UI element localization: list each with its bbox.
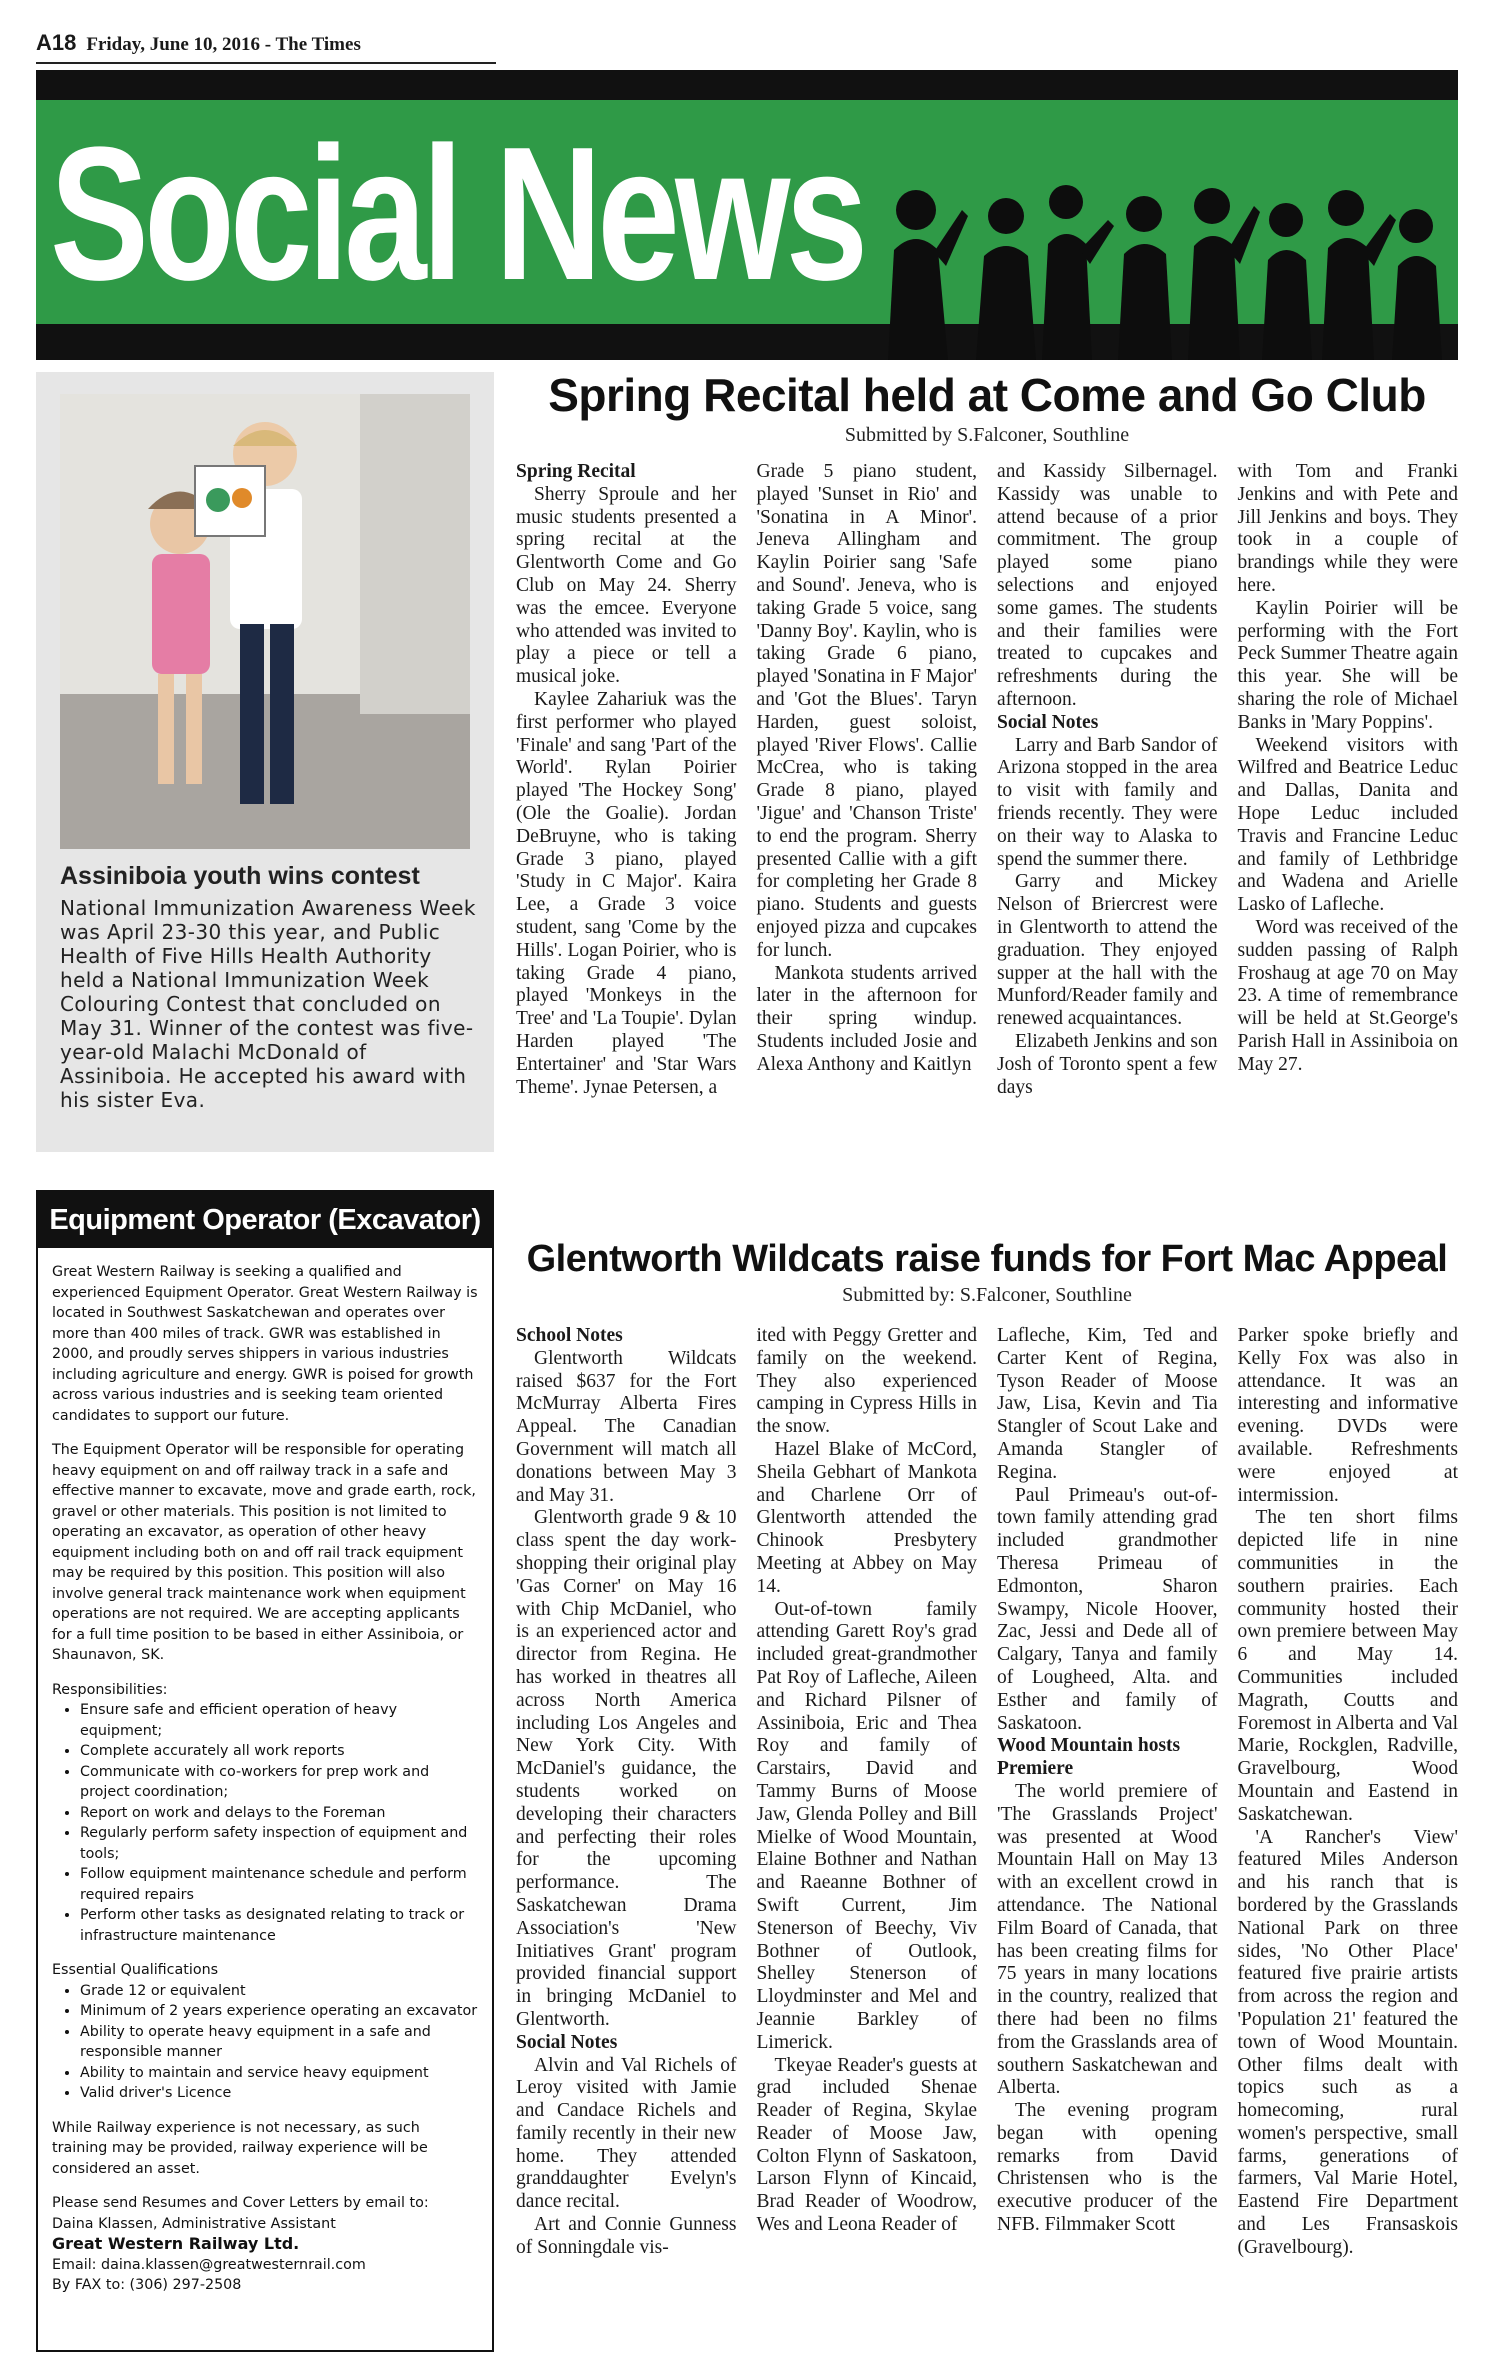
paragraph: The evening program began with opening remarks from David Christensen who is the executive producer of the NFB. Filmmaker Scott [997,2100,1218,2236]
photo-story-box [36,372,494,1152]
qualifications-list [52,1981,478,2104]
paragraph: Word was received of the sudden passing of Ralph Froshaug at age 70 on May 23. A time of remembrance will be held at St.George's Parish Hall in Assiniboia on May 27. [1237,916,1458,1075]
photo-story-body: National Immunization Awareness Week was April 23-30 this year, and Public Health of Five Hills Health Authority held a National Immunization Week Colouring Contest that concluded on May 31. Winner of the contest was five-year-old Malachi McDonald of Assiniboia. He accepted his award with his sister Eva. [60,896,476,1112]
list-item: • Minimum of 2 years experience operating an excavator [80,2001,478,2022]
article-column [1238,1325,1459,2260]
section-banner [36,70,1458,360]
list-item: • Grade 12 or equivalent [80,1981,478,2002]
paragraph: ited with Peggy Gretter and family on the weekend. They also experienced camping in Cypress Hills in the snow. [756,1325,977,1438]
paragraph: Out-of-town family attending Garett Roy's grad included great-grandmother Pat Roy of Lafleche, Aileen and Richard Pilsner of Assiniboia, Eric and Thea Roy and family of Carstairs, David and Tammy Burns of Moose Jaw, Glenda Polley and Bill Mielke of Wood Mountain, Elaine Bothner and Nathan and Raeanne Bothner of Swift Current, Jim Stenerson of Beechy, Viv Bothner of Outlook, Shelley Stenerson of Lloydminster and Mel and Jeannie Barkley of Limerick. [756,1598,977,2053]
list-item: • Follow equipment maintenance schedule and perform required repairs [80,1864,478,1905]
paragraph: Art and Connie Gunness of Sonningdale vis- [516,2214,737,2258]
paragraph: Kaylee Zahariuk was the first performer who played 'Finale' and sang 'Part of the World'. Rylan Poirier played 'The Hockey Song' (Ole the Goalie). Jordan DeBruyne, who is taking Grade 3 piano, played 'Study in C Major'. Kaira Lee, a Grade 3 voice student, sang 'Come by the Hills'. Logan Poirier, who is taking Grade 4 piano, played 'Monkeys in the Tree' and 'La Toupie'. Dylan Harden played 'The Entertainer' and 'Star Wars Theme'. Jynae Petersen, a [516,688,737,1098]
article-wildcats-fundraiser [516,1236,1458,2260]
list-item: • Complete accurately all work reports [80,1741,478,1762]
paragraph: Sherry Sproule and her music students presented a spring recital at the Glentworth Come and Go Club on May 24. Sherry was the emcee. Everyone who attended was invited to play a piece or tell a musical joke. [516,483,737,688]
article-column [757,461,978,1099]
ad-send-instructions: Please send Resumes and Cover Letters by email to: [52,2195,429,2211]
paragraph: with Tom and Franki Jenkins and with Pete and Jill Jenkins and boys. They took in a couple of brandings while they were here. [1237,461,1458,596]
ad-training-note: While Railway experience is not necessary, as such training may be provided, railway experience will be considered an asset. [52,2119,428,2177]
article-headline: Spring Recital held at Come and Go Club [548,369,1426,421]
paragraph: Grade 5 piano student, played 'Sunset in Rio' and 'Sonatina in A Minor'. Jeneva Allingham and Kaylin Poirier sang 'Safe and Sound'. Jeneva, who is taking Grade 5 voice, sang 'Danny Boy'. Kaylin, who is taking Grade 6 piano, played 'Sonatina in F Major' and 'Got the Blues'. Taryn Harden, guest soloist, played 'River Flows'. Callie McCrea, who is taking Grade 8 piano, played 'Jigue' and 'Chanson Triste' to end the program. Sherry presented Callie with a gift for completing her Grade 8 piano. Students and guests enjoyed pizza and cupcakes for lunch. [756,461,977,961]
paragraph: 'A Rancher's View' featured Miles Anderson and his ranch that is bordered by the Grasslands National Park on three sides, 'No Other Place' featured five prairie artists from across the region and 'Population 21' featured the town of Wood Mountain. Other films dealt with topics such as a homecoming, rural women's perspective, small farms, generations of farmers, Val Marie Hotel, Eastend Fire Department and Les Fransaskois (Gravelbourg). [1237,1826,1458,2258]
paragraph: Weekend visitors with Wilfred and Beatrice Leduc and Dallas, Danita and Hope Leduc included Travis and Francine Leduc and family of Lethbridge and Wadena and Arielle Lasko of Lafleche. [1237,734,1458,916]
article-column [516,461,737,1099]
ad-fax: By FAX to: (306) 297-2508 [52,2277,242,2293]
ad-duties: The Equipment Operator will be responsible for operating heavy equipment on and off railway track in a safe and effective manner to excavate, move and grade earth, rock, gravel or other materials. This position is not limited to operating an excavator, as operation of other heavy equipment including both on and off rail track equipment may be required by this position. This position will also involve general track maintenance work when equipment operations are not required. We are accepting applicants for a full time position to be based in either Assiniboia, or Shaunavon, SK. [52,1442,476,1663]
subhead: Spring Recital [516,461,636,482]
ad-company-name: Great Western Railway Ltd. [52,2234,300,2253]
article-columns [516,461,1458,1099]
subhead: School Notes [516,1325,623,1346]
list-item: • Regularly perform safety inspection of equipment and tools; [80,1823,478,1864]
paragraph: Alvin and Val Richels of Leroy visited with Jamie and Candace Richels and family recently in their new home. They attended granddaughter Evelyn's dance recital. [516,2054,737,2213]
list-item: • Ensure safe and efficient operation of heavy equipment; [80,1700,478,1741]
paragraph: Mankota students arrived later in the afternoon for their spring windup. Students included Josie and Alexa Anthony and Kaitlyn [756,962,977,1075]
section-title: Social News [50,108,864,320]
article-column [997,461,1218,1099]
list-item: • Communicate with co-workers for prep work and project coordination; [80,1762,478,1803]
ad-contact-name: Daina Klassen, Administrative Assistant [52,2215,336,2232]
paragraph: Glentworth Wildcats raised $637 for the Fort McMurray Alberta Fires Appeal. The Canadian Government will match all donations between May 3 and May 31. [516,1347,737,1506]
paragraph: Tkeyae Reader's guests at grad included Shenae Reader of Regina, Skylae Reader of Moose Jaw, Colton Flynn of Saskatoon, Larson Flynn of Kincaid, Brad Reader of Woodrow, Wes and Leona Reader of [756,2054,977,2236]
article-spring-recital [516,368,1458,1099]
page-number: A18 [36,30,77,55]
article-byline: Submitted by S.Falconer, Southline [844,424,1130,446]
silhouettes-illustration [876,180,1456,360]
qualifications-label: Essential Qualifications [52,1962,219,1978]
article-columns [516,1325,1458,2260]
paragraph: Kaylin Poirier will be performing with the Fort Peck Summer Theatre again this year. She will be sharing the role of Michael Banks in 'Mary Poppins'. [1237,597,1458,733]
list-item: • Report on work and delays to the Foreman [80,1803,478,1824]
paragraph: The ten short films depicted life in nine communities in the southern prairies. Each community hosted their own premiere between May 6 and May 14. Communities included Magrath, Coutts and Foremost in Alberta and Val Marie, Rockglen, Radville, Gravelbourg, Wood Mountain and Eastend in Saskatchewan. [1237,1507,1458,1825]
responsibilities-list [52,1700,478,1946]
subhead: Wood Mountain hosts Premiere [997,1735,1181,1780]
list-item: • Ability to maintain and service heavy equipment [80,2063,478,2084]
contest-winner-photo [60,394,470,849]
article-column [516,1325,737,2260]
article-column [1238,461,1459,1099]
paragraph: Larry and Barb Sandor of Arizona stopped in the area to visit with family and friends recently. They were on their way to Alaska to spend the summer there. [997,734,1218,870]
paragraph: Garry and Mickey Nelson of Briercrest were in Glentworth to attend the graduation. They enjoyed supper at the hall with the Munford/Reader family and renewed acquaintances. [997,871,1218,1030]
article-headline: Glentworth Wildcats raise funds for Fort Mac Appeal [526,1238,1448,1280]
folio [36,30,496,64]
list-item: • Perform other tasks as designated relating to track or infrastructure maintenance [80,1905,478,1946]
ad-intro: Great Western Railway is seeking a qualified and experienced Equipment Operator. Great Western Railway is located in Southwest Saskatchewan and operates over more than 400 miles of track. GWR was established in 2000, and proudly serves shippers in various industries including agriculture and energy. GWR is poised for growth across various industries and is seeking team oriented candidates to support our future. [52,1264,478,1424]
responsibilities-label: Responsibilities: [52,1681,168,1698]
paragraph: Lafleche, Kim, Ted and Carter Kent of Regina, Tyson Reader of Moose Jaw, Lisa, Kevin and Tia Stangler of Scout Lake and Amanda Stangler of Regina. [997,1325,1218,1483]
paragraph: and Kassidy Silbernagel. Kassidy was unable to attend because of a prior commitment. The group played some piano selections and enjoyed some games. The students and their families were treated to cupcakes and refreshments during the afternoon. [997,461,1218,710]
paragraph: Elizabeth Jenkins and son Josh of Toronto spent a few days [997,1030,1218,1098]
ad-email[interactable]: Email: daina.klassen@greatwesternrail.com [52,2256,366,2273]
list-item: • Ability to operate heavy equipment in a safe and responsible manner [80,2022,478,2063]
paragraph: Hazel Blake of McCord, Sheila Gebhart of Mankota and Charlene Orr of Glentworth attended the Chinook Presbytery Meeting at Abbey on May 14. [756,1438,977,1597]
subhead: Social Notes [516,2031,618,2053]
paragraph: Parker spoke briefly and Kelly Fox was also in attendance. It was an interesting and informative evening. DVDs were available. Refreshments were enjoyed at intermission. [1237,1325,1458,1506]
article-byline: Submitted by: S.Falconer, Southline [842,1284,1132,1306]
photo-story-headline: Assiniboia youth wins contest [60,862,420,890]
article-column [757,1325,978,2260]
paragraph: The world premiere of 'The Grasslands Project' was presented at Wood Mountain Hall on May 13 with an excellent crowd in attendance. The National Film Board of Canada, that has been creating films for 75 years in many locations in the country, realized that there had been no films from the Grasslands area of southern Saskatchewan and Alberta. [997,1780,1218,2099]
dateline: Friday, June 10, 2016 - The Times [86,34,361,55]
subhead: Social Notes [997,711,1099,733]
ad-title: Equipment Operator (Excavator) [38,1192,492,1248]
paragraph: Paul Primeau's out-of-town family attending grad included grandmother Theresa Primeau of Edmonton, Sharon Swampy, Nicole Hoover, Zac, Jessi and Dede all of Calgary, Tanya and family of Lougheed, Alta. and Esther and family of Saskatoon. [997,1484,1218,1734]
paragraph: Glentworth grade 9 & 10 class spent the day work-shopping their original play 'Gas Corner' on May 16 with Chip McDaniel, who is an experienced actor and director from Regina. He has worked in theatres all across North America including Los Angeles and New York City. With McDaniel's guidance, the students worked on developing their characters and perfecting their roles for the upcoming performance. The Saskatchewan Drama Association's 'New Initiatives Grant' program provided financial support in bringing McDaniel to Glentworth. [516,1507,737,2030]
list-item: • Valid driver's Licence [80,2083,478,2104]
article-column [997,1325,1218,2260]
job-advertisement [36,1190,494,2352]
